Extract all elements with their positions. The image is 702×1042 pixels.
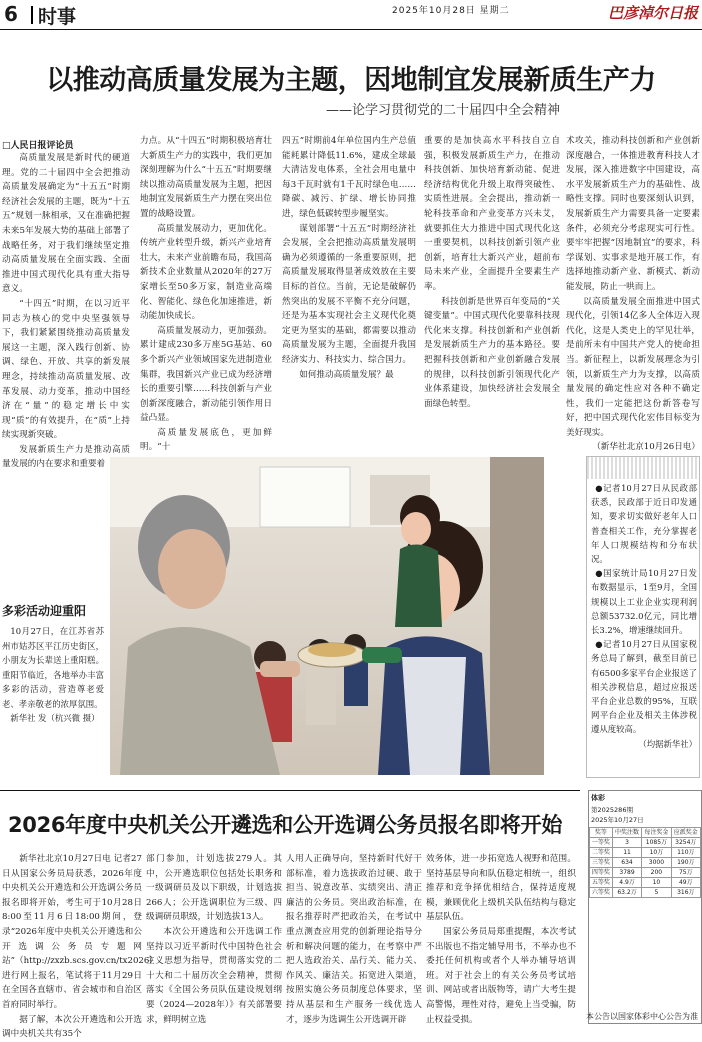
table-cell: 316万 bbox=[671, 888, 700, 898]
lead-column-3 bbox=[282, 134, 416, 450]
lottery-results-box bbox=[588, 790, 702, 1024]
table-cell: 49万 bbox=[671, 878, 700, 888]
civil-headline: 2026年度中央机关公开遴选和公开选调公务员报名即将开始 bbox=[7, 813, 563, 837]
paragraph: 据了解，本次公开遴选和公开选调中央机关共有35个 bbox=[2, 1014, 142, 1040]
photo-credit: 新华社 发（杭兴微 摄） bbox=[10, 713, 100, 723]
table-row bbox=[590, 838, 701, 848]
column-header: 应派奖金 bbox=[671, 828, 700, 838]
paragraph: 高质量发展底色，更加鲜明。“十 bbox=[140, 427, 272, 453]
issue-date: 2025年10月28日 星期二 bbox=[392, 6, 510, 16]
column-header: 中奖注数 bbox=[612, 828, 641, 838]
paragraph: 高质量发展动力，更加优化。传统产业转型升级，新兴产业培育壮大，未来产业前瞻布局，我国高新技术企业数量从2020年的27万家增长至50多万家，制造业高端化、智能化、绿色化加速推进，新动能加快成长。 bbox=[140, 223, 272, 322]
page-number: 6 bbox=[4, 2, 18, 26]
table-cell: 三等奖 bbox=[590, 858, 613, 868]
lottery-date: 2025年10月27日 bbox=[591, 815, 644, 824]
table-cell: 5 bbox=[642, 888, 671, 898]
column-header: 奖等 bbox=[590, 828, 613, 838]
divider bbox=[31, 6, 33, 24]
table-cell: 10 bbox=[642, 878, 671, 888]
lottery-table bbox=[589, 827, 701, 898]
dateline: （新华社北京10月26日电） bbox=[592, 442, 700, 453]
paragraph: 发展新质生产力是推动高质量发展的内在要求和重要着 bbox=[2, 444, 130, 470]
table-row bbox=[590, 888, 701, 898]
paragraph: 国家公务员局郑重提醒，本次考试不出版也不指定辅导用书，不举办也不委托任何机构或者个人举办辅导培训班。对于社会上的有关公务员考试培训、网站或者出版物等，请广大考生提高警惕，理性对待，避免上当受骗，防止权益受损。 bbox=[426, 926, 576, 1025]
paragraph: 四五”时期前4年单位国内生产总值能耗累计降低11.6%，建成全球最大清洁发电体系，全社会用电量中每3千瓦时就有1千瓦时绿色电……降碳、减污、扩绿、增长协同推进，绿色低碳转型步履坚实。 bbox=[282, 136, 416, 219]
table-cell: 1085万 bbox=[642, 838, 671, 848]
paragraph: 术攻关，推动科技创新和产业创新深度融合，一体推进教育科技人才发展，深入推进数字中国建设，高水平发展新质生产力的基础性、战略性支撑。同时也要深刻认识到，发展新质生产力需要具备一定要素条件，必须充分考虑现实可行性。要牢牢把握“因地制宜”的要求，科学谋划、实事求是地开展工作，有选择地推动新产业、新模式、新动能发展，防止一哄而上。 bbox=[566, 136, 700, 292]
table-row bbox=[590, 858, 701, 868]
table-cell: 二等奖 bbox=[590, 848, 613, 858]
paragraph: 人用人正确导向，坚持新时代好干部标准，着力选拔政治过硬、敢于担当、锐意改革、实绩突出、清正廉洁的公务员。突出政治标准，在报名推荐时严把政治关，在考试中重点测查应用党的创新理论指导分析和解决问题的能力，在考察中严把人选政治关、品行关、能力关、作风关、廉洁关。拓宽进入渠道，按照实施公务员制度总体要求，坚持从基层和生产服务一线优选人才，逐步为选调生公开选调开辟 bbox=[286, 854, 422, 1025]
civil-column-1 bbox=[2, 852, 158, 1040]
table-cell: 10万 bbox=[642, 848, 671, 858]
paragraph: 重要的是加快高水平科技自立自强，积极发展新质生产力，在推动科技创新、加快培育新动能、促进经济结构优化升级上取得突破性、实质性进展。全会提出，推动新一轮科技革命和产业变革方兴未艾，就要抓住大力推进中国式现代化这一重要契机，以科技创新引领产业创新，培育壮大新兴产业，超前布局未来产业，全面提升全要素生产率。 bbox=[424, 136, 560, 292]
table-cell: 11 bbox=[612, 848, 641, 858]
table-header-row bbox=[590, 828, 701, 838]
lead-column-2 bbox=[140, 134, 272, 453]
paragraph: 本次公开遴选和公开选调工作坚持以习近平新时代中国特色社会主义思想为指导，贯彻落实党的二十大和二十届历次全会精神，贯彻落实《全国公务员队伍建设规划纲要（2024—2028年）》有关部署要求，鲜明树立选 bbox=[146, 926, 282, 1025]
section-name: 时事 bbox=[38, 6, 77, 28]
table-cell: 3789 bbox=[612, 868, 641, 878]
caption-text: 10月27日，在江苏省苏州市姑苏区平江历史街区，小朋友为长辈送上重阳糕。重阳节临近，各地举办丰富多彩的活动，营造尊老爱老、孝亲敬老的浓厚氛围。 bbox=[2, 626, 104, 709]
table-cell: 3 bbox=[612, 838, 641, 848]
lead-column-1 bbox=[2, 138, 130, 470]
lead-headline: 以推动高质量发展为主题，因地制宜发展新质生产力 bbox=[46, 65, 656, 96]
paragraph: 新华社北京10月27日电 记者27日从国家公务员局获悉，2026年度中央机关公开遴选和公开选调公务员报名即将开始，考生可于10月28日8:00至11月6日18:00期间，登录“2026年度中央机关公开遴选和公开选调公务员专题网站”（http://zxzb.scs.gov.cn/tx2026）进行网上报名，笔试将于11月29日在全国各直辖市、省会城市和自治区首府同时举行。 bbox=[2, 854, 158, 1010]
brief-source: （均据新华社） bbox=[638, 738, 697, 749]
paragraph: 力点。从“十四五”时期积极培育壮大新质生产力的实践中，我们更加深刻理解为什么“十五五”时期要继续以推动高质量发展为主题，把因地制宜发展新质生产力摆在突出位置的战略设置。 bbox=[140, 136, 272, 219]
header-rule bbox=[0, 29, 702, 30]
paragraph: 高质量发展是新时代的硬道理。党的二十届四中全会把推动高质量发展确定为“十五五”时期经济社会发展的主题，既为“十五五”规划一脉相承，又在准确把握未来5年发展大势的基础上部署了战略任务，对于我们继续坚定推动高质量发展在全面实践、全面推进中国式现代化具有重大指导意义。 bbox=[2, 153, 130, 295]
lead-column-5 bbox=[566, 134, 700, 452]
table-cell: 六等奖 bbox=[590, 888, 613, 898]
photo-caption bbox=[2, 624, 104, 726]
table-cell: 634 bbox=[612, 858, 641, 868]
photo-title: 多彩活动迎重阳 bbox=[2, 604, 87, 618]
table-cell: 75万 bbox=[671, 868, 700, 878]
civil-column-3 bbox=[286, 852, 422, 1024]
paragraph: 科技创新是世界百年变局的“关键变量”。中国式现代化要靠科技现代化来支撑。科技创新和产业创新是发展新质生产力的基本路径。要把握科技创新和产业创新融合发展的规律，以科技创新引领现代化产业体系建设，加快经济社会发展全面绿色转型。 bbox=[424, 296, 560, 409]
paragraph: 效务体，进一步拓宽选人视野和范围。坚持基层导向和队伍稳定相统一，组织推荐和竞争择优相结合，保持适度规模，兼顾优化上级机关队伍结构与稳定基层队伍。 bbox=[426, 854, 576, 923]
table-cell: 4.9万 bbox=[612, 878, 641, 888]
paragraph: 如何推动高质量发展？最 bbox=[299, 369, 394, 380]
civil-column-4 bbox=[426, 852, 576, 1024]
lead-subhead: ——论学习贯彻党的二十届四中全会精神 bbox=[325, 103, 560, 118]
table-cell: 190万 bbox=[671, 858, 700, 868]
table-cell: 110万 bbox=[671, 848, 700, 858]
briefs-header-bar bbox=[587, 457, 699, 479]
page-header bbox=[0, 0, 702, 28]
brief-item: ●国家统计局10月27日发布数据显示，1至9月，全国规模以上工业企业实现利润总额53732.0亿元，同比增长3.2%，增速继续回升。 bbox=[591, 568, 697, 636]
lottery-issue: 第2025286期 bbox=[591, 805, 633, 814]
news-photo bbox=[110, 457, 544, 775]
table-row bbox=[590, 868, 701, 878]
table-cell: 63.2万 bbox=[612, 888, 641, 898]
paragraph: “十四五”时期，在以习近平同志为核心的党中央坚强领导下，我们紧紧围绕推动高质量发展这一主题，深入践行创新、协调、绿色、开放、共享的新发展理念，持续推动高质量发展、改革发展、动力变革，推动中国经济在“量”的稳定增长中实现“质”的有效提升，在“质”上持续实现新突破。 bbox=[2, 298, 130, 441]
brief-item: ●记者10月27日从民政部获悉，民政部于近日印发通知，要求切实做好老年人口普查相关工作，充分掌握老年人口规模结构和分布状况。 bbox=[591, 483, 697, 565]
paragraph: 以高质量发展全面推进中国式现代化，引领14亿多人全体迈入现代化，这是人类史上的罕见壮举，是前所未有中国共产党人的使命担当。新征程上，以新发展理念为引领，以新质生产力为支撑，以高质量发展的确定性应对各种不确定性，我们一定能把这份新答卷写好，把中国式现代化宏伟目标变为美好现实。 bbox=[566, 296, 700, 438]
table-row bbox=[590, 878, 701, 888]
column-header: 每注奖金 bbox=[642, 828, 671, 838]
table-cell: 3000 bbox=[642, 858, 671, 868]
table-cell: 3254万 bbox=[671, 838, 700, 848]
photo-illustration bbox=[110, 457, 544, 775]
lead-column-4 bbox=[424, 134, 560, 450]
table-cell: 五等奖 bbox=[590, 878, 613, 888]
table-cell: 200 bbox=[642, 868, 671, 878]
brief-item: ●记者10月27日从国家税务总局了解到，截至目前已有6500多家平台企业报送了相关涉税信息，超过应报送平台企业总数的95%，互联网平台企业及相关主体涉税遵从度较高。 bbox=[591, 639, 697, 735]
footnote: 本公告以国家体彩中心公告为准 bbox=[586, 1012, 698, 1021]
lottery-title: 体彩 bbox=[591, 794, 605, 802]
table-cell: 一等奖 bbox=[590, 838, 613, 848]
civil-column-2 bbox=[146, 852, 282, 1024]
paragraph: 谋划部署“十五五”时期经济社会发展，全会把推动高质量发展明确为必须遵循的一条重要原则，把高质量发展取得显著成效放在主要目标的首位。当前，无论是破解仍然突出的发展不平衡不充分问题，还是为基本实现社会主义现代化奠定更为坚实的基础，都需要以推动高质量发展为主题，全面提升我国经济实力、科技实力、综合国力。 bbox=[282, 223, 416, 365]
section-rule bbox=[0, 790, 580, 791]
lead-byline: □人民日报评论员 bbox=[2, 141, 74, 151]
newspaper-brand: 巴彦淖尔日报 bbox=[608, 4, 699, 22]
briefs-text bbox=[591, 481, 697, 751]
paragraph: 高质量发展动力，更加强劲。累计建成230多万座5G基站、60多个新兴产业领域国家先进制造业集群，我国新兴产业已成为经济增长的重要引擎……科技创新与产业创新深度融合，新动能引领作用日益凸显。 bbox=[140, 325, 272, 424]
table-row bbox=[590, 848, 701, 858]
news-briefs-box bbox=[586, 456, 700, 778]
table-cell: 四等奖 bbox=[590, 868, 613, 878]
paragraph: 部门参加，计划选拔279人。其中，公开遴选职位包括处长职务和一级调研员及以下职级，计划选拔266人；公开选调职位为三级、四级调研员职级，计划选拔13人。 bbox=[146, 854, 282, 923]
